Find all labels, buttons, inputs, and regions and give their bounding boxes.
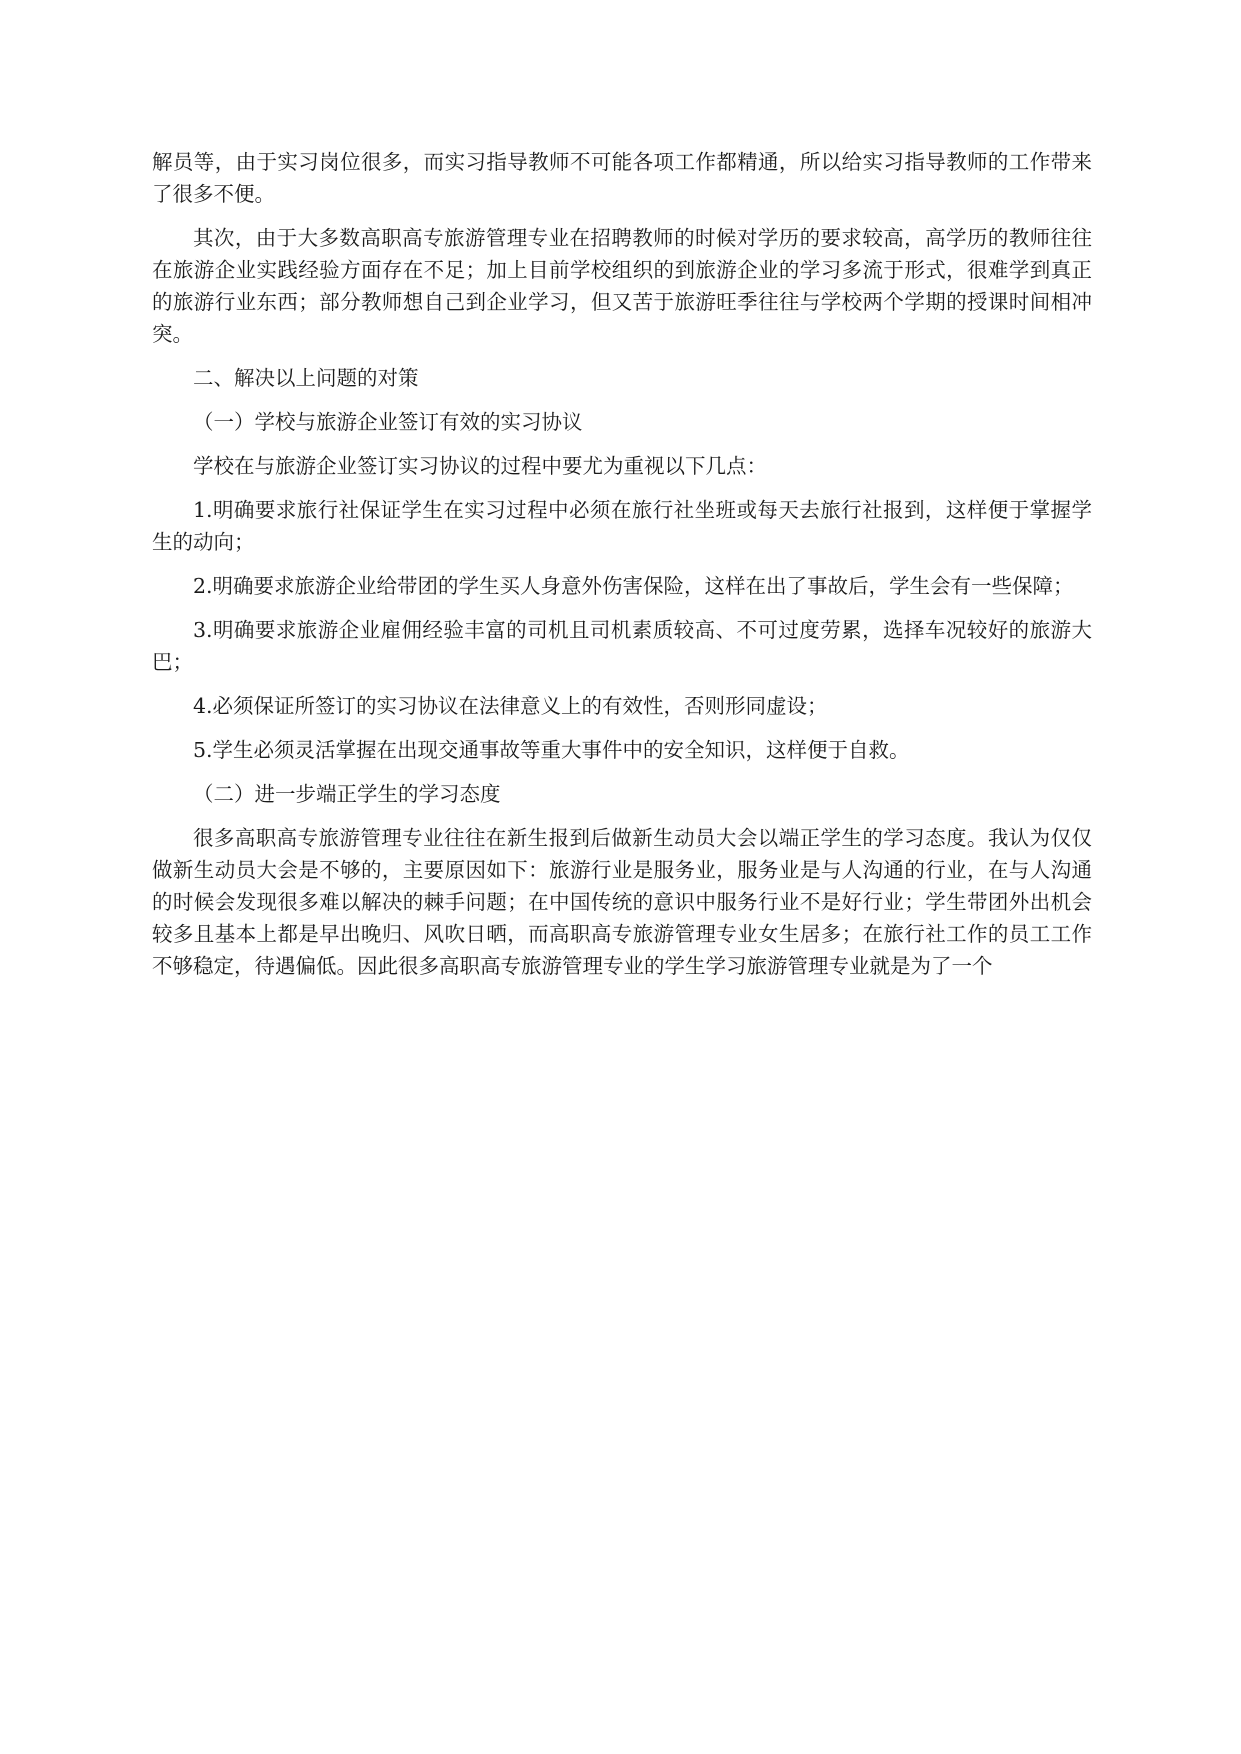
paragraph-teacher-qualification: 其次，由于大多数高职高专旅游管理专业在招聘教师的时候对学历的要求较高，高学历的教师往往在旅游企业实践经验方面存在不足；加上目前学校组织的到旅游企业的学习多流于形式，很难学到真正的旅游行业东西；部分教师想自己到企业学习，但又苦于旅游旺季往往与学校两个学期的授课时间相冲突。 — [152, 226, 1092, 346]
list-item-3: 3.明确要求旅游企业雇佣经验丰富的司机且司机素质较高、不可过度劳累，选择车况较好的旅游大巴； — [152, 618, 1092, 674]
paragraph-attitude: 很多高职高专旅游管理专业往往在新生报到后做新生动员大会以端正学生的学习态度。我认为仅仅做新生动员大会是不够的，主要原因如下：旅游行业是服务业，服务业是与人沟通的行业，在与人沟通的时候会发现很多难以解决的棘手问题；在中国传统的意识中服务行业不是好行业；学生带团外出机会较多且基本上都是早出晚归、风吹日晒，而高职高专旅游管理专业女生居多；在旅行社工作的员工工作不够稳定，待遇偏低。因此很多高职高专旅游管理专业的学生学习旅游管理专业就是为了一个 — [152, 826, 1092, 978]
subsection-heading-attitude: （二）进一步端正学生的学习态度 — [193, 782, 501, 806]
list-item-1: 1.明确要求旅行社保证学生在实习过程中必须在旅行社坐班或每天去旅行社报到，这样便于掌握学生的动向； — [152, 498, 1092, 554]
paragraph-agreement-intro: 学校在与旅游企业签订实习协议的过程中要尤为重视以下几点： — [193, 454, 767, 478]
list-item-2: 2.明确要求旅游企业给带团的学生买人身意外伤害保险，这样在出了事故后，学生会有一些保障； — [193, 574, 1074, 598]
paragraph-continuation: 解员等，由于实习岗位很多，而实习指导教师不可能各项工作都精通，所以给实习指导教师的工作带来了很多不便。 — [152, 150, 1092, 206]
subsection-heading-agreement: （一）学校与旅游企业签订有效的实习协议 — [193, 410, 583, 434]
document-page — [152, 146, 1092, 994]
list-item-4: 4.必须保证所签订的实习协议在法律意义上的有效性，否则形同虚设； — [193, 694, 828, 718]
list-item-5: 5.学生必须灵活掌握在出现交通事故等重大事件中的安全知识，这样便于自救。 — [193, 738, 910, 762]
section-heading-solutions: 二、解决以上问题的对策 — [193, 366, 419, 390]
